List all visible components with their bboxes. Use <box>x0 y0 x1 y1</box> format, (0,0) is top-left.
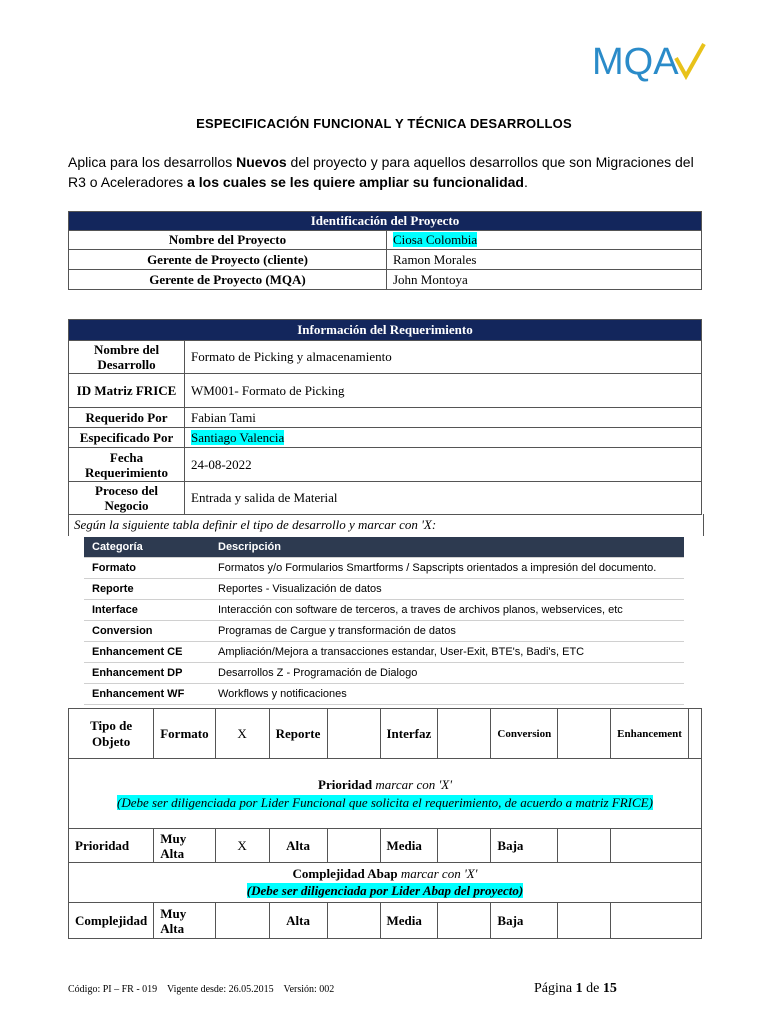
type-interfaz-mark[interactable] <box>438 709 491 759</box>
category-description: Formatos y/o Formularios Smartforms / Sapscripts orientados a impresión del documento. <box>210 558 684 579</box>
specified-by-label: Especificado Por <box>69 428 185 448</box>
type-formato-label: Formato <box>154 709 215 759</box>
priority-alta-mark[interactable] <box>327 829 380 863</box>
category-description: Programas de Cargue y transformación de datos <box>210 621 684 642</box>
requested-by-label: Requerido Por <box>69 408 185 428</box>
complexity-empty-cell <box>611 903 702 939</box>
client-manager-value: Ramon Morales <box>387 250 702 270</box>
specified-by-value: Santiago Valencia <box>185 428 702 448</box>
footer-info <box>68 984 334 995</box>
mqa-logo <box>592 38 712 82</box>
instruction-note: Según la siguiente tabla definir el tipo de desarrollo y marcar con 'X: <box>74 517 437 532</box>
category-name: Enhancement CE <box>84 642 210 663</box>
category-header: Categoría <box>84 537 210 558</box>
intro-paragraph: Aplica para los desarrollos Nuevos del proyecto y para aquellos desarrollos que son Migraciones del R3 o Aceleradores a los cuales se les quiere ampliar su funcionalidad. <box>68 154 694 190</box>
project-table-title: Identificación del Proyecto <box>69 212 702 231</box>
category-table <box>84 537 684 705</box>
footer-code: Código: PI – FR - 019 <box>68 984 158 995</box>
category-name: Conversion <box>84 621 210 642</box>
complexity-section-header: Complejidad Abap marcar con 'X' (Debe ser diligenciada por Lider Abap del proyecto) <box>69 863 702 903</box>
priority-muy-alta-mark[interactable]: X <box>215 829 269 863</box>
business-process-value: Entrada y salida de Material <box>185 482 702 515</box>
complexity-muy-alta-label: Muy Alta <box>154 903 215 939</box>
category-description: Reportes - Visualización de datos <box>210 579 684 600</box>
priority-muy-alta-label: Muy Alta <box>154 829 215 863</box>
category-description: Ampliación/Mejora a transacciones estandar, User-Exit, BTE's, Badi's, ETC <box>210 642 684 663</box>
requested-by-value: Fabian Tami <box>185 408 702 428</box>
category-name: Interface <box>84 600 210 621</box>
complexity-alta-mark[interactable] <box>327 903 380 939</box>
type-reporte-mark[interactable] <box>327 709 380 759</box>
type-interfaz-label: Interfaz <box>380 709 438 759</box>
requirement-table <box>68 319 702 515</box>
dev-name-label: Nombre del Desarrollo <box>69 341 185 374</box>
footer-version: Versión: 002 <box>283 984 335 995</box>
checkmark-icon <box>676 44 704 76</box>
complexity-media-mark[interactable] <box>438 903 491 939</box>
priority-empty-cell <box>611 829 702 863</box>
category-description: Workflows y notificaciones <box>210 684 684 705</box>
priority-baja-mark[interactable] <box>558 829 611 863</box>
business-process-label: Proceso del Negocio <box>69 482 185 515</box>
priority-section-header: Prioridad marcar con 'X' (Debe ser diligenciada por Lider Funcional que solicita el requerimiento, de acuerdo a matriz FRICE) <box>69 759 702 829</box>
project-table <box>68 211 702 290</box>
classification-table <box>68 708 702 939</box>
type-enhancement-mark[interactable] <box>689 709 702 759</box>
footer-valid-since: Vigente desde: 26.05.2015 <box>167 984 274 995</box>
document-title: ESPECIFICACIÓN FUNCIONAL Y TÉCNICA DESARROLLOS <box>196 116 572 131</box>
client-manager-label: Gerente de Proyecto (cliente) <box>69 250 387 270</box>
complexity-media-label: Media <box>380 903 438 939</box>
object-type-label: Tipo de Objeto <box>69 709 154 759</box>
frice-id-value: WM001- Formato de Picking <box>185 374 702 408</box>
mqa-manager-value: John Montoya <box>387 270 702 290</box>
logo-text: MQA <box>592 41 679 82</box>
complexity-label: Complejidad <box>69 903 154 939</box>
complexity-muy-alta-mark[interactable] <box>215 903 269 939</box>
category-name: Enhancement DP <box>84 663 210 684</box>
priority-alta-label: Alta <box>269 829 327 863</box>
type-conversion-mark[interactable] <box>558 709 611 759</box>
request-date-value: 24-08-2022 <box>185 448 702 482</box>
priority-media-label: Media <box>380 829 438 863</box>
dev-name-value: Formato de Picking y almacenamiento <box>185 341 702 374</box>
project-name-label: Nombre del Proyecto <box>69 231 387 250</box>
type-formato-mark[interactable]: X <box>215 709 269 759</box>
category-name: Reporte <box>84 579 210 600</box>
priority-baja-label: Baja <box>491 829 558 863</box>
complexity-baja-label: Baja <box>491 903 558 939</box>
project-name-value: Ciosa Colombia <box>387 231 702 250</box>
priority-label: Prioridad <box>69 829 154 863</box>
category-name: Formato <box>84 558 210 579</box>
category-description: Desarrollos Z - Programación de Dialogo <box>210 663 684 684</box>
mqa-manager-label: Gerente de Proyecto (MQA) <box>69 270 387 290</box>
type-enhancement-label: Enhancement <box>611 709 689 759</box>
category-name: Enhancement WF <box>84 684 210 705</box>
type-reporte-label: Reporte <box>269 709 327 759</box>
priority-media-mark[interactable] <box>438 829 491 863</box>
complexity-alta-label: Alta <box>269 903 327 939</box>
requirement-table-title: Información del Requerimiento <box>69 320 702 341</box>
category-description: Interacción con software de terceros, a traves de archivos planos, webservices, etc <box>210 600 684 621</box>
complexity-baja-mark[interactable] <box>558 903 611 939</box>
page-number: Página 1 de 15 <box>534 981 617 996</box>
frice-id-label: ID Matriz FRICE <box>69 374 185 408</box>
type-conversion-label: Conversion <box>491 709 558 759</box>
description-header: Descripción <box>210 537 684 558</box>
request-date-label: Fecha Requerimiento <box>69 448 185 482</box>
